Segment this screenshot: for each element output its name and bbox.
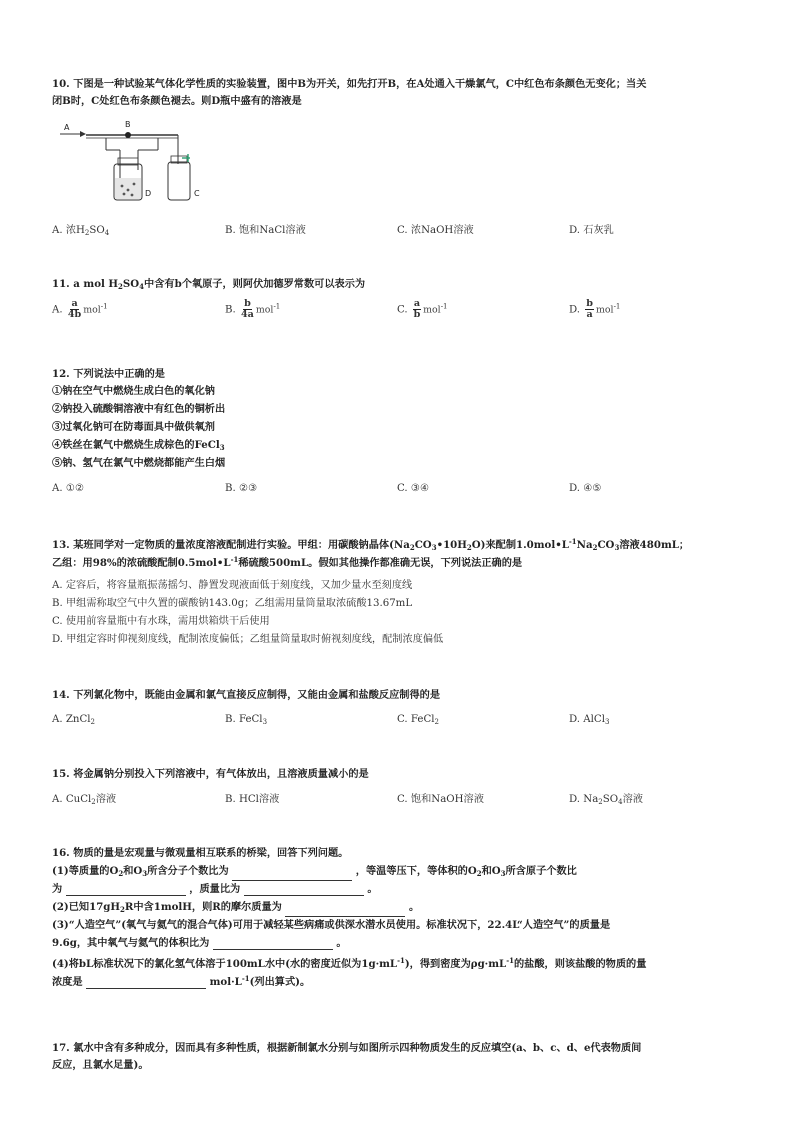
q11-option-c[interactable]: C. $\frac{a}{b}$ mol$^{-1}$ [397, 298, 448, 320]
label-a: A [64, 123, 70, 132]
answer-blank-6[interactable] [86, 977, 206, 989]
q14-option-a[interactable]: A. ZnCl$_2$ [52, 714, 95, 726]
label-d: D [145, 189, 152, 198]
q14-option-c[interactable]: C. FeCl$_2$ [397, 714, 439, 726]
answer-blank-5[interactable] [213, 938, 333, 950]
q16-part-3-cont: 9.6g，其中氧气与氦气的体积比为 。 [52, 937, 347, 949]
q12-statement-4: ④铁丝在氯气中燃烧生成棕色的FeCl$_3$ [52, 439, 225, 452]
q15-title: 15. 将金属钠分别投入下列溶液中，有气体放出，且溶液质量减小的是 [52, 768, 369, 780]
q16-part-1: (1)等质量的$O_2$和$O_3$所含分子个数比为 ，等温等压下，等体积的$O_2$和$O_3$所含原子个数比 [52, 864, 577, 881]
q11-option-b[interactable]: B. $\frac{b}{4a}$ mol$^{-1}$ [225, 298, 281, 320]
q10-line-2: 闭B时，C处红色布条颜色褪去。则D瓶中盛有的溶液是 [52, 95, 302, 107]
q16-part-4-cont: 浓度是 $mol\cdot L^{-1}$(列出算式)。 [52, 974, 311, 988]
q12-statement-2: ②钠投入硫酸铜溶液中有红色的铜析出 [52, 403, 226, 415]
q15-option-a[interactable]: A. CuCl$_2$溶液 [52, 794, 117, 806]
q12-option-a[interactable]: A. ①② [52, 483, 85, 494]
q12-option-d[interactable]: D. ④⑤ [569, 483, 602, 494]
q13-line-1: 13. 某班同学对一定物质的量浓度溶液配制进行实验。甲组：用碳酸钠晶体$(Na_2CO_3•10H_2O)$来配制$1.0mol•L^{-1}Na_2CO_3$溶液480mL； [52, 537, 690, 552]
q13-option-d[interactable]: D. 甲组定容时仰视刻度线，配制浓度偏低；乙组量筒量取时俯视刻度线，配制浓度偏低 [52, 634, 444, 645]
q10-apparatus-diagram [58, 118, 208, 204]
q16-part-4: (4)将bL标准状况下的氯化氢气体溶于100mL水中(水的密度近似为$1g\cdot mL^{-1}$)，得到密度为$\rho g\cdot mL^{-1}$的盐酸，则该盐酸的物质的量 [52, 956, 647, 970]
q12-option-b[interactable]: B. ②③ [225, 483, 258, 494]
answer-blank-4[interactable] [285, 905, 405, 917]
q16-part-2: (2)已知$17gH_2R$中含1molH，则R的摩尔质量为 。 [52, 900, 419, 917]
q12-title: 12. 下列说法中正确的是 [52, 368, 165, 380]
q12-option-c[interactable]: C. ③④ [397, 483, 430, 494]
q13-option-b[interactable]: B. 甲组需称取空气中久置的碳酸钠143.0g；乙组需用量筒量取浓硫酸13.67mL [52, 598, 413, 609]
q17-line-1: 17. 氯水中含有多种成分，因而具有多种性质，根据新制氯水分别与如图所示四种物质发生的反应填空(a、b、c、d、e代表物质间 [52, 1042, 642, 1054]
q11-option-a[interactable]: A. $\frac{a}{4b}$ mol$^{-1}$ [52, 298, 108, 320]
q14-title: 14. 下列氯化物中，既能由金属和氯气直接反应制得，又能由金属和盐酸反应制得的是 [52, 689, 441, 701]
q10-option-c[interactable]: C. 浓NaOH溶液 [397, 225, 474, 236]
q10-option-a[interactable]: A. 浓$H_2SO_4$ [52, 225, 110, 237]
answer-blank-1[interactable] [232, 869, 352, 881]
label-b: B [125, 120, 131, 129]
q12-statement-3: ③过氧化钠可在防毒面具中做供氧剂 [52, 421, 215, 433]
q17-line-2: 反应，且氯水足量)。 [52, 1059, 149, 1071]
q13-option-a[interactable]: A. 定容后，将容量瓶振荡摇匀、静置发现液面低于刻度线，又加少量水至刻度线 [52, 580, 413, 591]
answer-blank-3[interactable] [244, 884, 364, 896]
label-c: C [194, 189, 200, 198]
q12-statement-5: ⑤钠、氢气在氯气中燃烧都能产生白烟 [52, 457, 226, 469]
q14-option-b[interactable]: B. FeCl$_3$ [225, 714, 268, 726]
q12-statement-1: ①钠在空气中燃烧生成白色的氧化钠 [52, 385, 215, 397]
q10-option-d[interactable]: D. 石灰乳 [569, 225, 614, 236]
q16-part-1-cont: 为 ，质量比为 。 [52, 883, 378, 895]
answer-blank-2[interactable] [66, 884, 186, 896]
q16-title: 16. 物质的量是宏观量与微观量相互联系的桥梁，回答下列问题。 [52, 847, 349, 859]
q14-option-d[interactable]: D. AlCl$_3$ [569, 714, 610, 726]
q13-line-2: 乙组：用98%的浓硫酸配制$0.5mol•L^{-1}$稀硫酸500mL。假如其他操作都准确无误，下列说法正确的是 [52, 555, 523, 569]
q13-option-c[interactable]: C. 使用前容量瓶中有水珠，需用烘箱烘干后使用 [52, 616, 270, 627]
q15-option-d[interactable]: D. $Na_2SO_4$溶液 [569, 794, 643, 806]
q11-stem: 11. a mol $H_2SO_4$中含有b个氧原子，则阿伏加德罗常数可以表示为 [52, 278, 366, 291]
q10-option-b[interactable]: B. 饱和NaCl溶液 [225, 225, 306, 236]
q15-option-b[interactable]: B. HCl溶液 [225, 794, 280, 805]
q10-line-1: 10. 下图是一种试验某气体化学性质的实验装置，图中B为开关，如先打开B，在A处通入干燥氯气，C中红色布条颜色无变化；当关 [52, 78, 647, 90]
q11-option-d[interactable]: D. $\frac{b}{a}$ mol$^{-1}$ [569, 298, 621, 320]
q15-option-c[interactable]: C. 饱和NaOH溶液 [397, 794, 484, 805]
q16-part-3: (3)“人造空气”(氧气与氦气的混合气体)可用于减轻某些病痛或供深水潜水员使用。标准状况下，22.4L“人造空气”的质量是 [52, 919, 611, 931]
